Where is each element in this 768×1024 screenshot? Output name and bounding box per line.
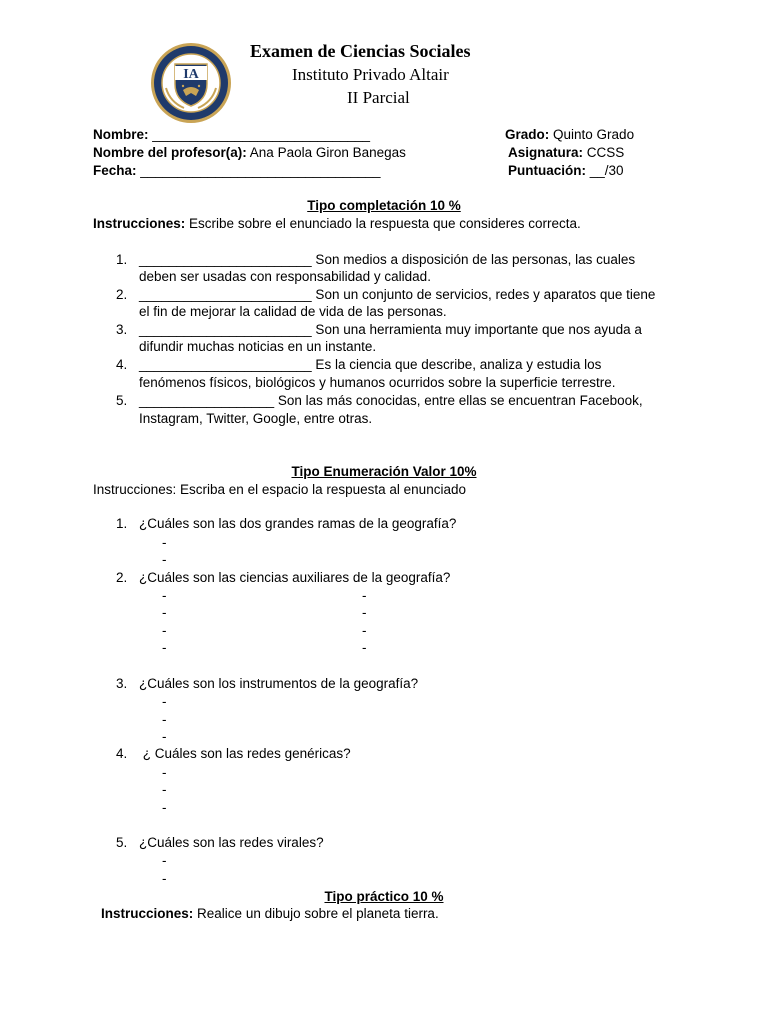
s1-item-3-num: 3. [116,322,128,337]
asignatura-label: Asignatura: [508,145,584,160]
nombre-line: _____________________________ [152,127,371,142]
s1-item-2-line2: el fin de mejorar la calidad de vida de las personas. [139,304,447,319]
fecha-row [93,163,381,178]
s2-q4-dash-3: - [162,800,167,815]
grado-row [505,127,634,142]
s2-q3-dash-1: - [162,694,167,709]
s2-q2-dash-r1: - [362,588,367,603]
profesor-value: Ana Paola Giron Banegas [249,145,406,160]
profesor-row [93,145,406,160]
s1-item-1-line1: _______________________ Son medios a disposición de las personas, las cuales [139,252,636,267]
s2-q2-dash-l4: - [162,640,167,655]
puntuacion-value: __/30 [589,163,624,178]
s2-q2-dash-l1: - [162,588,167,603]
s2-q1: ¿Cuáles son las dos grandes ramas de la geografía? [139,516,457,531]
section1-instructions-label: Instrucciones: [93,216,186,231]
institute-logo [150,42,232,124]
s1-item-4-line2: fenómenos físicos, biológicos y humanos ocurridos sobre la superficie terrestre. [139,375,616,390]
s2-q5-dash-2: - [162,871,167,886]
s2-q2-num: 2. [116,570,128,585]
puntuacion-row [508,163,624,178]
s1-item-4-num: 4. [116,357,128,372]
s1-item-5-line1: __________________ Son las más conocidas, entre ellas se encuentran Facebook, [139,393,643,408]
s1-item-3-line1: _______________________ Son una herramienta muy importante que nos ayuda a [139,322,642,337]
s2-q3-dash-2: - [162,712,167,727]
grado-label: Grado: [505,127,550,142]
section1-instructions [93,216,581,231]
asignatura-row [508,145,624,160]
s2-q5: ¿Cuáles son las redes virales? [139,835,324,850]
exam-term: II Parcial [347,88,410,107]
section3-instructions [101,906,439,921]
s2-q4: ¿ Cuáles son las redes genéricas? [139,746,351,761]
s2-q2-dash-l3: - [162,623,167,638]
s1-item-3-line2: difundir muchas noticias en un instante. [139,339,377,354]
s2-q1-dash-2: - [162,552,167,567]
s2-q2-dash-r4: - [362,640,367,655]
s2-q4-dash-2: - [162,782,167,797]
section2-heading: Tipo Enumeración Valor 10% [291,464,477,479]
s2-q3-dash-3: - [162,729,167,744]
profesor-label: Nombre del profesor(a): [93,145,247,160]
s2-q3-num: 3. [116,676,128,691]
s2-q1-num: 1. [116,516,128,531]
grado-value: Quinto Grado [553,127,635,142]
s2-q4-dash-1: - [162,765,167,780]
s1-item-1-line2: deben ser usadas con responsabilidad y calidad. [139,269,431,284]
s2-q2-dash-r3: - [362,623,367,638]
section3-heading: Tipo práctico 10 % [324,889,444,904]
s2-q5-dash-1: - [162,853,167,868]
s1-item-5-num: 5. [116,393,128,408]
section3-instructions-label: Instrucciones: [101,906,194,921]
s2-q2-dash-r2: - [362,605,367,620]
s1-item-2-line1: _______________________ Son un conjunto de servicios, redes y aparatos que tiene [139,287,656,302]
institute-name: Instituto Privado Altair [292,65,449,84]
nombre-label: Nombre: [93,127,149,142]
exam-title: Examen de Ciencias Sociales [250,41,471,61]
s2-q2: ¿Cuáles son las ciencias auxiliares de la geografía? [139,570,451,585]
s1-item-4-line1: _______________________ Es la ciencia que describe, analiza y estudia los [139,357,602,372]
s2-q5-num: 5. [116,835,128,850]
nombre-row [93,127,370,142]
s1-item-1-num: 1. [116,252,128,267]
fecha-label: Fecha: [93,163,137,178]
s2-q4-num: 4. [116,746,128,761]
s2-q2-dash-l2: - [162,605,167,620]
section3-instructions-text: Realice un dibujo sobre el planeta tierra. [197,906,439,921]
fecha-line: ________________________________ [140,163,381,178]
s1-item-5-line2: Instagram, Twitter, Google, entre otras. [139,411,373,426]
section1-heading: Tipo completación 10 % [307,198,461,213]
section1-instructions-text: Escribe sobre el enunciado la respuesta que consideres correcta. [189,216,581,231]
logo-initials: IA [183,67,199,82]
asignatura-value: CCSS [586,145,625,160]
section2-instructions: Instrucciones: Escriba en el espacio la respuesta al enunciado [93,482,466,497]
puntuacion-label: Puntuación: [508,163,586,178]
s1-item-2-num: 2. [116,287,128,302]
s2-q1-dash-1: - [162,535,167,550]
s2-q3: ¿Cuáles son los instrumentos de la geografía? [139,676,419,691]
